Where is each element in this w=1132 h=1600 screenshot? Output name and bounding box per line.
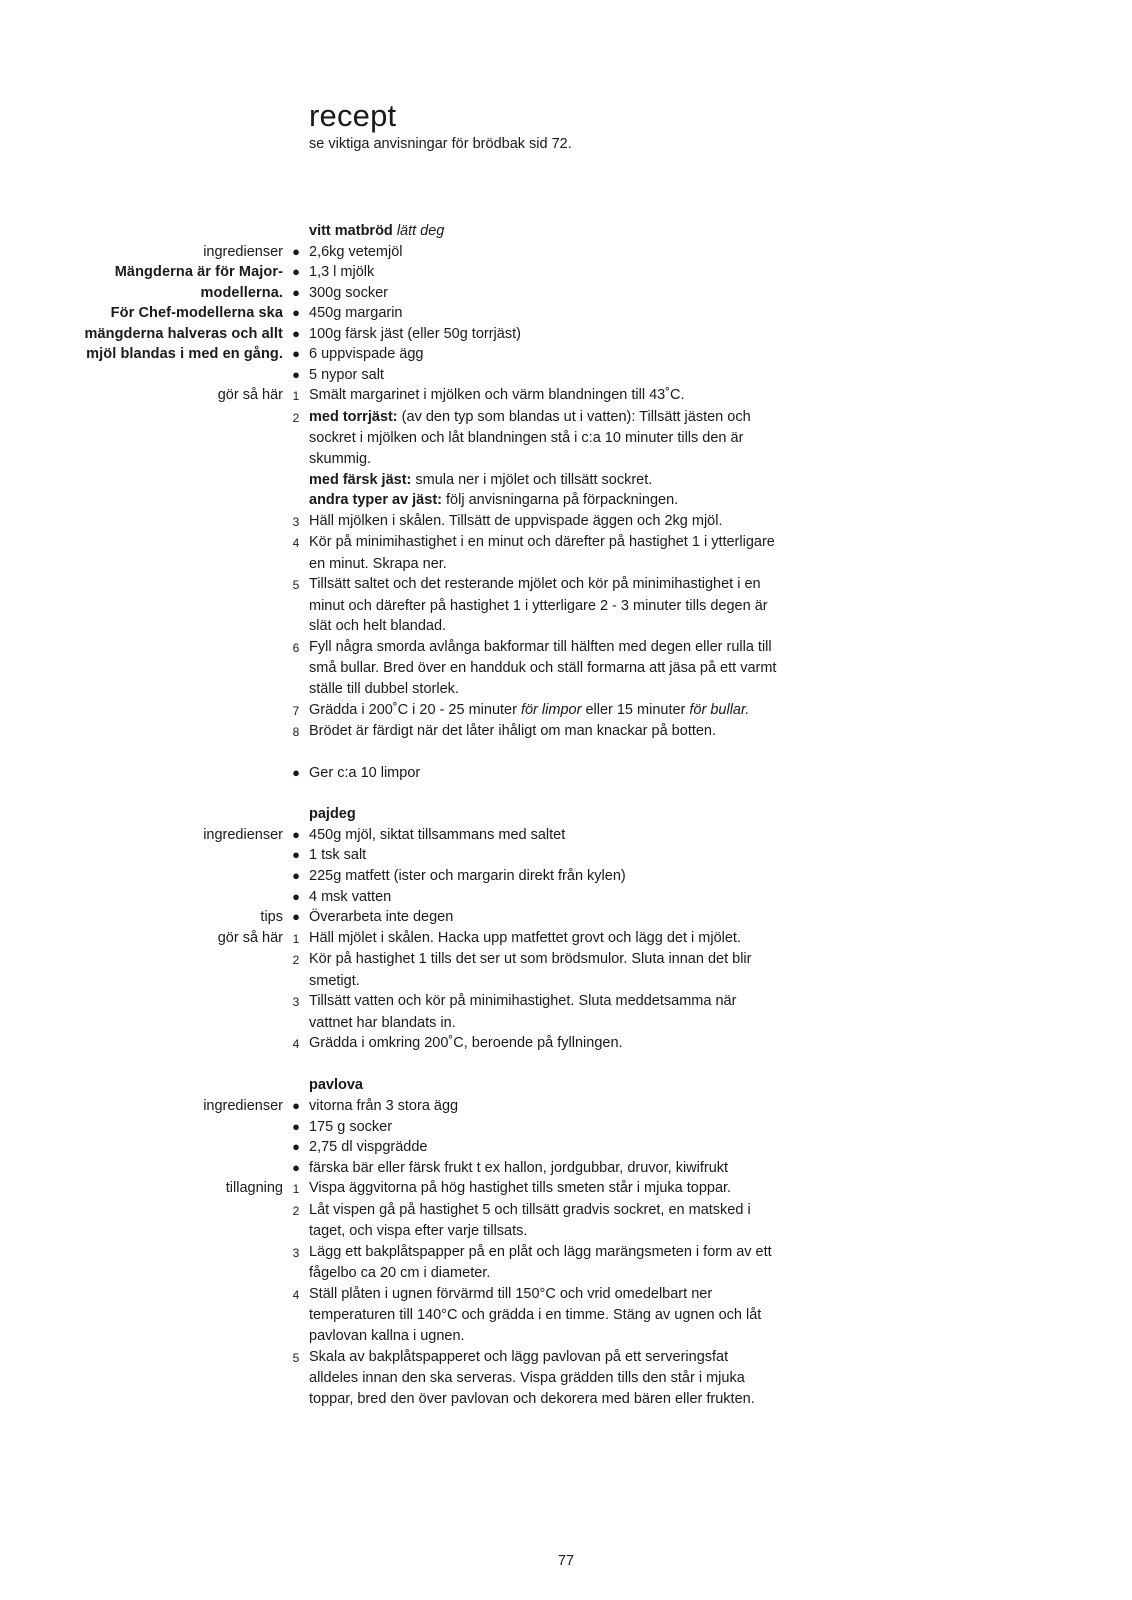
section-label-ingredients: ingredienser: [203, 826, 283, 843]
step-text: Tillsätt saltet och det resterande mjölet och kör på minimihastighet i en: [309, 576, 761, 593]
ingredient-item: 300g socker: [309, 284, 388, 301]
bullet-icon: ●: [292, 305, 300, 321]
step-text: Låt vispen gå på hastighet 5 och tillsätt gradvis sockret, en matsked i: [309, 1201, 751, 1218]
section-label-ingredients: ingredienser: [203, 1097, 283, 1114]
step-number: 3: [292, 514, 300, 529]
yield-row: [0, 763, 1132, 784]
step-text: en minut. Skrapa ner.: [309, 555, 447, 572]
bullet-icon: ●: [292, 1139, 300, 1155]
step-text: pavlovan kallna i ugnen.: [309, 1327, 465, 1344]
step-row: [0, 511, 1132, 533]
bullet-icon: ●: [292, 888, 300, 904]
step-number: 4: [292, 1287, 300, 1302]
step-text: Skala av bakplåtspapperet och lägg pavlovan på ett serveringsfat: [309, 1348, 729, 1365]
step-text: Smält margarinet i mjölken och värm blandningen till 43˚C.: [309, 387, 685, 404]
model-note-line: mjöl blandas i med en gång.: [86, 346, 283, 363]
step-text: sockret i mjölken och låt blandningen stå i c:a 10 minuter tills den är: [309, 430, 744, 447]
step-row: [0, 1200, 1132, 1222]
ingredient-row: [0, 1096, 1132, 1117]
step-row: [0, 1347, 1132, 1369]
page-header: [309, 98, 572, 154]
step-text: smetigt.: [309, 972, 360, 989]
step-row: [0, 532, 1132, 554]
step-number: 4: [292, 1037, 300, 1052]
ingredient-row: [0, 283, 1132, 304]
step-text: Kör på minimihastighet i en minut och därefter på hastighet 1 i ytterligare: [309, 534, 775, 551]
step-text: (av den typ som blandas ut i vatten): Tillsätt jästen och: [401, 408, 751, 425]
step-text: toppar, bred den över pavlovan och dekorera med bären eller frukten.: [309, 1390, 755, 1407]
bullet-icon: ●: [292, 1097, 300, 1113]
step-number: 1: [292, 1182, 300, 1197]
step-number: 8: [292, 725, 300, 740]
ingredient-item: vitorna från 3 stora ägg: [309, 1097, 459, 1114]
recipe-title-italic: lätt deg: [396, 223, 445, 239]
ingredient-row: [0, 242, 1132, 263]
recipe-title: pavlova: [309, 1077, 363, 1094]
bullet-icon: ●: [292, 284, 300, 300]
step-row: [0, 1284, 1132, 1306]
section-label-method: tillagning: [225, 1180, 283, 1197]
step-text: ställe till dubbel storlek.: [309, 681, 459, 698]
step-number: 7: [292, 703, 300, 718]
bullet-icon: ●: [292, 366, 300, 382]
ingredient-row: [0, 845, 1132, 866]
step-row: [0, 554, 1132, 575]
step-text: små bullar. Bred över en handduk och ställ formarna att jäsa på ett varmt: [309, 660, 777, 677]
step-text: slät och helt blandad.: [309, 618, 447, 635]
step-row: [0, 991, 1132, 1013]
step-row: [0, 971, 1132, 992]
bullet-icon: ●: [292, 847, 300, 863]
recipe-content: [0, 221, 1132, 1409]
page-number: 77: [557, 1553, 575, 1569]
step-number: 3: [292, 1245, 300, 1260]
step-number: 2: [292, 410, 300, 425]
section-label-ingredients: ingredienser: [203, 243, 283, 260]
model-note-line: mängderna halveras och allt: [84, 325, 283, 342]
ingredient-item: 100g färsk jäst (eller 50g torrjäst): [309, 325, 521, 342]
step-text: Fyll några smorda avlånga bakformar till hälften med degen eller rulla till: [309, 638, 772, 655]
step-row: [0, 721, 1132, 743]
step-row: [0, 949, 1132, 971]
step-keyword: andra typer av jäst:: [309, 492, 442, 509]
step-text: taget, och vispa efter varje tillsats.: [309, 1223, 528, 1240]
ingredient-row: [0, 1117, 1132, 1138]
recipe-title-pastry: [0, 804, 1132, 825]
tip-text: Överarbeta inte degen: [309, 909, 454, 926]
bullet-icon: ●: [292, 264, 300, 280]
step-row: [0, 490, 1132, 511]
ingredient-row: [0, 1137, 1132, 1158]
recipe-title-pavlova: [0, 1075, 1132, 1096]
step-row: [0, 1368, 1132, 1389]
step-number: 2: [292, 1203, 300, 1218]
ingredient-item: 6 uppvispade ägg: [309, 346, 424, 363]
step-number: 5: [292, 578, 300, 593]
step-number: 1: [292, 389, 300, 404]
step-keyword: med torrjäst:: [309, 408, 398, 425]
step-text: Vispa äggvitorna på hög hastighet tills smeten står i mjuka toppar.: [309, 1180, 732, 1197]
step-number: 1: [292, 931, 300, 946]
ingredient-row: [0, 866, 1132, 887]
model-note-line: För Chef-modellerna ska: [110, 305, 283, 322]
step-number: 2: [292, 953, 300, 968]
step-text: Ställ plåten i ugnen förvärmd till 150°C och vrid omedelbart ner: [309, 1285, 713, 1302]
tip-row: [0, 907, 1132, 928]
ingredient-item: 1 tsk salt: [309, 847, 367, 864]
page-subtitle: se viktiga anvisningar för brödbak sid 72.: [309, 136, 572, 152]
step-row: [0, 385, 1132, 407]
recipe-title: pajdeg: [309, 806, 356, 823]
step-text: Grädda i omkring 200˚C, beroende på fyllningen.: [309, 1035, 623, 1052]
bullet-icon: ●: [292, 909, 300, 925]
recipe-title-bold: vitt matbröd: [309, 223, 393, 239]
ingredient-row: [0, 365, 1132, 386]
step-row: [0, 1263, 1132, 1284]
step-text: Grädda i 200˚C i 20 - 25 minuter: [309, 701, 517, 718]
step-number: 3: [292, 995, 300, 1010]
step-row: [0, 428, 1132, 449]
step-row: [0, 1013, 1132, 1034]
section-label-tips: tips: [260, 909, 283, 926]
section-label-method: gör så här: [217, 929, 283, 946]
step-row: [0, 658, 1132, 679]
step-text: temperaturen till 140°C och grädda i en timme. Stäng av ugnen och låt: [309, 1307, 762, 1324]
ingredient-item: 225g matfett (ister och margarin direkt från kylen): [309, 867, 626, 884]
bullet-icon: ●: [292, 867, 300, 883]
step-row: [0, 679, 1132, 700]
step-text: Häll mjölet i skålen. Hacka upp matfettet grovt och lägg det i mjölet.: [309, 929, 741, 946]
bullet-icon: ●: [292, 1159, 300, 1175]
step-row: [0, 637, 1132, 659]
step-text: eller 15 minuter: [585, 701, 686, 718]
step-text: Häll mjölken i skålen. Tillsätt de uppvispade äggen och 2kg mjöl.: [309, 512, 723, 529]
ingredient-item: 450g mjöl, siktat tillsammans med saltet: [309, 826, 566, 843]
step-keyword: med färsk jäst:: [309, 471, 412, 488]
step-row: [0, 449, 1132, 470]
recipe-title-bread: [0, 221, 1132, 242]
step-text: Tillsätt vatten och kör på minimihastighet. Sluta meddetsamma när: [309, 993, 737, 1010]
bullet-icon: ●: [292, 346, 300, 362]
step-text: vattnet har blandats in.: [309, 1014, 456, 1031]
model-note-line: Mängderna är för Major-: [114, 264, 283, 281]
step-text: Brödet är färdigt när det låter ihåligt om man knackar på botten.: [309, 723, 717, 740]
step-text: alldeles innan den ska serveras. Vispa grädden tills den står i mjuka: [309, 1370, 745, 1387]
step-emphasis: för limpor: [520, 701, 582, 718]
step-text: smula ner i mjölet och tillsätt sockret.: [415, 471, 653, 488]
step-row: [0, 1178, 1132, 1200]
step-row: [0, 407, 1132, 429]
yield-text: Ger c:a 10 limpor: [309, 765, 421, 782]
step-row: [0, 470, 1132, 491]
bullet-icon: ●: [292, 1118, 300, 1134]
step-number: 6: [292, 640, 300, 655]
ingredient-item: 5 nypor salt: [309, 366, 384, 383]
ingredient-item: 2,6kg vetemjöl: [309, 243, 403, 260]
step-row: [0, 596, 1132, 617]
ingredient-row: [0, 825, 1132, 846]
ingredient-item: 175 g socker: [309, 1118, 393, 1135]
page-title: recept: [309, 98, 397, 133]
step-text: Lägg ett bakplåtspapper på en plåt och lägg marängsmeten i form av ett: [309, 1243, 772, 1260]
step-row: [0, 1242, 1132, 1264]
step-row: [0, 574, 1132, 596]
bullet-icon: ●: [292, 826, 300, 842]
step-text: följ anvisningarna på förpackningen.: [446, 492, 679, 509]
ingredient-item: 1,3 l mjölk: [309, 264, 375, 281]
bullet-icon: ●: [292, 765, 300, 781]
bullet-icon: ●: [292, 243, 300, 259]
step-row: [0, 700, 1132, 722]
ingredient-row: [0, 344, 1132, 365]
ingredient-row: [0, 303, 1132, 324]
step-row: [0, 616, 1132, 637]
step-text: fågelbo ca 20 cm i diameter.: [309, 1265, 491, 1282]
step-row: [0, 1305, 1132, 1326]
step-text: skummig.: [309, 451, 372, 468]
ingredient-item: 2,75 dl vispgrädde: [309, 1139, 428, 1156]
ingredient-item: 450g margarin: [309, 305, 403, 322]
step-row: [0, 1326, 1132, 1347]
model-note-line: modellerna.: [200, 284, 283, 301]
section-label-method: gör så här: [217, 387, 283, 404]
step-row: [0, 1033, 1132, 1055]
ingredient-row: [0, 262, 1132, 283]
step-text: Kör på hastighet 1 tills det ser ut som brödsmulor. Sluta innan det blir: [309, 951, 752, 968]
step-row: [0, 928, 1132, 950]
step-emphasis: för bullar.: [689, 701, 750, 718]
ingredient-row: [0, 887, 1132, 908]
step-number: 5: [292, 1350, 300, 1365]
ingredient-row: [0, 324, 1132, 345]
bullet-icon: ●: [292, 325, 300, 341]
ingredient-item: färska bär eller färsk frukt t ex hallon, jordgubbar, druvor, kiwifrukt: [309, 1159, 729, 1176]
step-text: minut och därefter på hastighet 1 i ytterligare 2 - 3 minuter tills degen är: [309, 597, 768, 614]
ingredient-row: [0, 1158, 1132, 1179]
step-row: [0, 1389, 1132, 1410]
step-number: 4: [292, 536, 300, 551]
step-row: [0, 1221, 1132, 1242]
ingredient-item: 4 msk vatten: [309, 888, 392, 905]
